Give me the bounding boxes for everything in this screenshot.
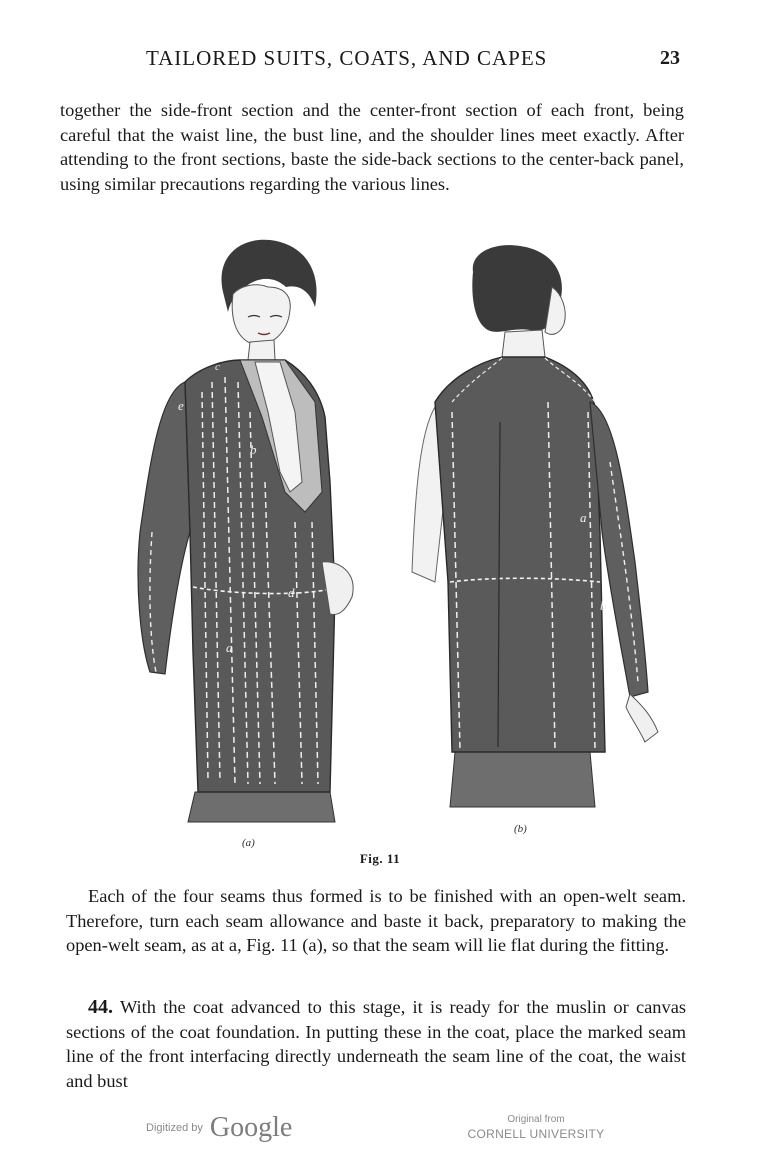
figure-caption: Fig. 11 <box>359 851 401 866</box>
paragraph-3-text: With the coat advanced to this stage, it is ready for the muslin or canvas sections of the coat foundation. In putting these in the coat, place the marked seam line of the front interfacing directly underneath the seam line of the coat, the waist and bust <box>66 997 687 1091</box>
mark-d: d <box>288 585 295 600</box>
back-view-figure <box>412 245 658 807</box>
coat-fitting-illustration <box>90 232 690 872</box>
source-footer <box>466 1114 606 1141</box>
front-view-figure <box>138 240 353 822</box>
digitized-by-footer <box>146 1112 292 1144</box>
digitized-by-label: Digitized by <box>146 1121 203 1134</box>
mark-c: c <box>215 361 220 373</box>
figure-label-b: (b) <box>514 823 527 835</box>
paragraph-1: together the side-front section and the center-front section of each front, being careful that the waist line, the bust line, and the shoulder lines meet exactly. After attending to the front sections, baste the side-back sections to the center-back panel, using similar precautions regarding the various lines. <box>60 100 684 194</box>
figure-11-illustration <box>90 232 690 872</box>
paragraph-number: 44. <box>88 996 113 1018</box>
running-head <box>60 46 688 76</box>
page-number: 23 <box>660 47 680 69</box>
institution-name: CORNELL UNIVERSITY <box>467 1127 605 1141</box>
running-title: TAILORED SUITS, COATS, AND CAPES <box>146 46 548 70</box>
mark-b-back: b <box>600 598 607 613</box>
mark-a-back: a <box>580 510 587 525</box>
paragraph-3 <box>66 995 686 1093</box>
google-logo: Google <box>209 1112 293 1143</box>
paragraph-2: Each of the four seams thus formed is to be finished with an open-welt seam. Therefore, turn each seam allowance and baste it back, preparatory to making the open-welt seam, as at a, Fig. 11 (a), so that the seam will lie flat during the fitting. <box>66 886 686 956</box>
mark-e: e <box>178 398 184 413</box>
figure-label-a: (a) <box>242 837 255 849</box>
mark-a-front: a <box>226 640 233 655</box>
mark-b-front: b <box>250 442 257 457</box>
original-from-label: Original from <box>507 1114 565 1125</box>
